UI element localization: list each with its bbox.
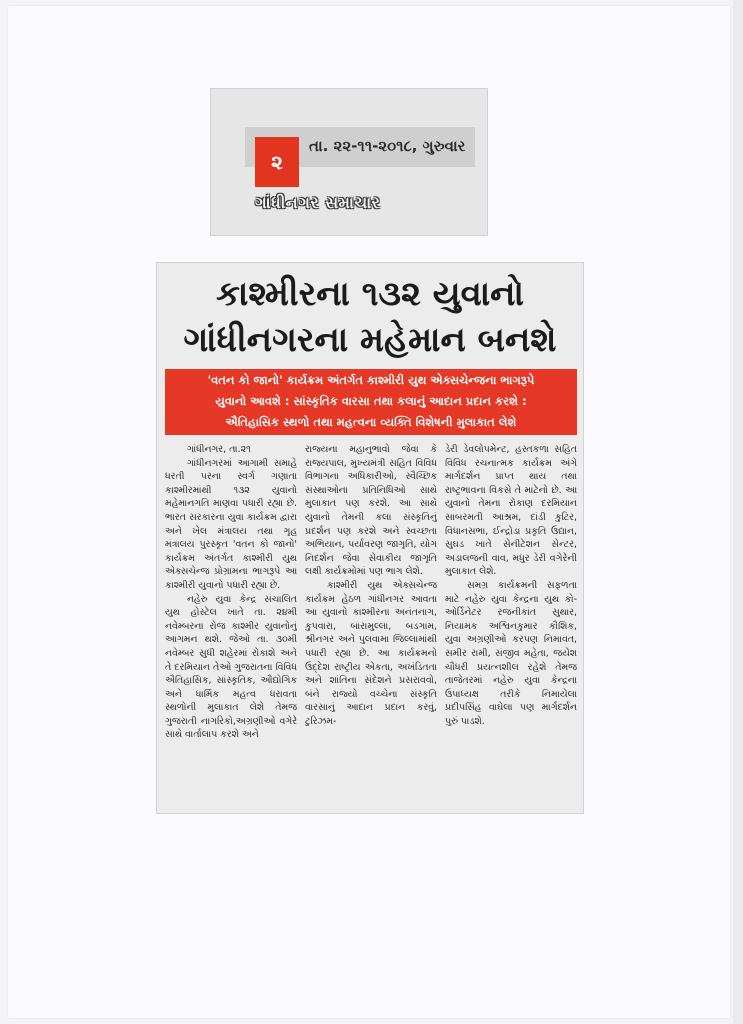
- article-body: [165, 443, 577, 807]
- headline-line-2: ગાંધીનગરના મહેમાન બનશે: [183, 320, 557, 360]
- paragraph: કાશ્મીરી યુથ એક્સચેન્જ કાર્યક્રમ હેઠળ ગાંધીનગર આવતા આ યુવાનો કાશ્મીરના અનંતનાગ, કુપવારા, બારામુલ્લા, બડગામ, શ્રીનગર અને પુલવામા જિલ્લામાંથી પધારી રહ્યા છે. આ કાર્યક્રમનો ઉદ્દેશ રાષ્ટ્રીય એકતા, અખંડિતતા અને શાંતિના સંદેશને પ્રસરાવવો, બંને રાજ્યો વચ્ચેના સંસ્કૃતિ વારસાનું આદાન પ્રદાન કરવું, ટુરિઝમ-: [305, 579, 437, 727]
- page-edge: [733, 0, 743, 1024]
- paragraph: ગાંધીનગરમાં આગામી સમાહે ધરતી પરના સ્વર્ગ ગણાતા કાશ્મીરમાંથી ૧૩૨ યુવાનો મહેમાનગતિ માણવા પધારી રહ્યા છે. ભારત સરકારના યુવા કાર્યક્રમ દ્વારા અને ખેલ મંત્રાલય તથા ગૃહ મંત્રાલય પુરસ્કૃત 'વતન કો જાનો' કાર્યક્રમ અંતર્ગત કાશ્મીરી યુથ એક્સચેન્જ પ્રોગ્રામના ભાગરૂપે આ કાશ્મીરી યુવાનો પધારી રહ્યા છે.: [165, 457, 297, 591]
- article-column-2: [305, 443, 437, 807]
- paragraph: રાજ્યના મહાનુભાવો જેવા કે રાજ્યપાલ, મુખ્યમંત્રી સહિત વિવિધ વિભાગના અધિકારીઓ, સ્વૈચ્છિક સંસ્થાઓના પ્રતિનિધિઓ સાથે મુલાકાત પણ કરશે. આ સાથે યુવાનો તેમની કલા સંસ્કૃતિનું પ્રદર્શન પણ કરશે અને સ્વચ્છતા અભિયાન, પર્યાવરણ જાગૃતિ, યોગ નિદર્શન જેવા સેવાકીય જાગૃતિ લક્ષી કાર્યક્રમોમાં પણ ભાગ લેશે.: [305, 444, 437, 578]
- banner-line-1: 'વતન કો જાનો' કાર્યક્રમ અંતર્ગત કાશ્મીરી યુથ એક્સચેન્જના ભાગરૂપે: [207, 373, 535, 387]
- masthead-clipping: [210, 88, 488, 236]
- article-column-3: [445, 443, 577, 807]
- banner-line-3: ઐતિહાસિક સ્થળો તથા મહત્વના વ્યક્તિ વિશેષની મુલાકાત લેશે: [225, 415, 517, 429]
- paragraph: સમગ્ર કાર્યક્રમની સફળતા માટે નહેરુ યુવા કેન્દ્રના યુથ કો-ઓર્ડિનેટર રજનીકાંત સુથાર, નિયામક અશ્વિનકુમાર કૌશિક, યુવા અગ્રણીઓ કરપણ નિમાવત, સમીર રામી, સંજીવ મહેતા, જયેશ ચૌધરી પ્રયત્નશીલ રહેશે તેમજ તાજેતરમાં નહેરુ યુવા કેન્દ્રના ઉપાધ્યક્ષ તરીકે નિમાયેલા પ્રદીપસિંહ વાઘેલા પણ માર્ગદર્શન પુરું પાડશે.: [445, 579, 577, 727]
- newspaper-name: ગાંધીનગર સમાચાર: [255, 193, 381, 212]
- headline-line-1: કાશ્મીરના ૧૩૨ યુવાનો: [216, 274, 524, 314]
- paragraph: નહેરુ યુવા કેન્દ્ર સંચાલિત યુથ હોસ્ટેલ ખાતે તા. ૨૪મી નવેમ્બરના રોજ કાશ્મીર યુવાનોનું આગમન થશે. જેઓ તા. ૩૦મી નવેમ્બર સુધી શહેરમાં રોકાશે અને તે દરમિયાન તેઓ ગુજરાતના વિવિધ ઐતિહાસિક, સાંસ્કૃતિક, ઔદ્યોગિક અને ધાર્મિક મહત્વ ધરાવતા સ્થળોની મુલાકાત લેશે તેમજ ગુજરાતી નાગરિકો,અગ્રણીઓ વગેરે સાથે વાર્તાલાપ કરશે અને: [165, 593, 297, 741]
- masthead-date: તા. ૨૨-૧૧-૨૦૧૮, ગુરુવાર: [309, 137, 466, 155]
- page-number-badge: ૨: [255, 137, 299, 187]
- article-column-1: [165, 443, 297, 807]
- paragraph: ડેરી ડેવલોપમેન્ટ, હસ્તકળા સહિત વિવિધ રચનાત્મક કાર્યક્રમ અંગે માર્ગદર્શન પ્રાપ્ત થાય તથા રાષ્ટ્રભાવના વિકસે તે માટેનો છે. આ યુવાનો તેમના રોકાણ દરમિયાન સાબરમતી આશ્રમ, દાંડી કુટિર, વિધાનસભા, ઈન્દ્રોડા પ્રકૃતિ ઉદ્યાન, સુઘડ ખાતે સેનીટેશન સેન્ટર, અડાલજની વાવ, મધુર ડેરી વગેરેની મુલાકાત લેશે.: [445, 444, 577, 578]
- article-headline: [167, 271, 573, 363]
- banner-line-2: યુવાનો આવશે : સાંસ્કૃતિક વારસા તથા કલાનું આદાન પ્રદાન કરશે :: [215, 394, 527, 408]
- subheading-banner: [165, 369, 577, 435]
- dateline: ગાંધીનગર, તા.૨૧: [187, 444, 251, 455]
- article-clipping: [156, 262, 584, 814]
